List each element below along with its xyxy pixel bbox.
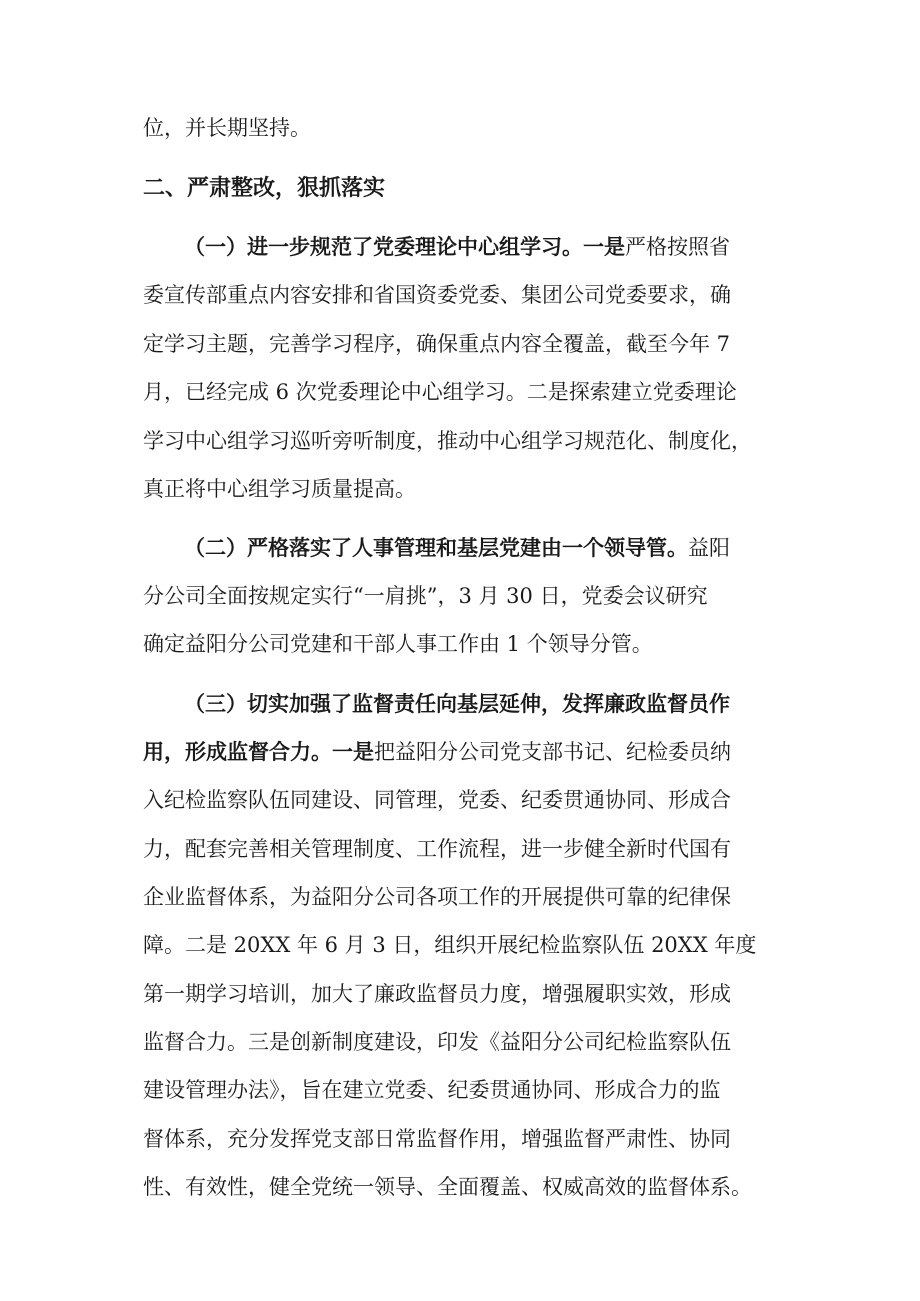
line-text: 确定益阳分公司党建和干部人事工作由 1 个领导分管。	[143, 632, 653, 656]
line-text: 把益阳分公司党支部书记、纪检委员纳	[374, 740, 731, 764]
line-text: 监督合力。三是创新制度建设，印发《益阳分公司纪检监察队伍	[143, 1030, 731, 1054]
paragraph-1-line	[143, 330, 783, 358]
paragraph-1-line	[184, 233, 784, 261]
line-text: 益阳	[688, 536, 730, 560]
paragraph-1-line	[143, 427, 783, 455]
line-text: 企业监督体系，为益阳分公司各项工作的开展提供可靠的纪律保	[143, 885, 731, 909]
subheading-1: （一）进一步规范了党委理论中心组学习。一是	[184, 234, 625, 259]
paragraph-2-line	[184, 534, 784, 562]
paragraph-3-line	[143, 980, 783, 1008]
paragraph-3-line	[143, 1125, 783, 1153]
paragraph-3-line	[143, 1028, 783, 1056]
line-text: 真正将中心组学习质量提高。	[143, 477, 416, 501]
line-text: 定学习主题，完善学习程序，确保重点内容全覆盖，截至今年 7	[143, 332, 731, 356]
line-text: 督体系，充分发挥党支部日常监督作用，增强监督严肃性、协同	[143, 1127, 731, 1151]
paragraph-3-line	[143, 1173, 783, 1201]
paragraph-3-line	[143, 835, 783, 863]
paragraph-3-line	[143, 1076, 783, 1104]
line-text: 位，并长期坚持。	[143, 116, 311, 140]
paragraph-3-line	[143, 931, 783, 959]
text-line	[143, 114, 783, 142]
line-text: 月，已经完成 6 次党委理论中心组学习。二是探索建立党委理论	[143, 380, 737, 404]
paragraph-1-line	[143, 378, 783, 406]
line-text: 委宣传部重点内容安排和省国资委党委、集团公司党委要求，确	[143, 283, 731, 307]
paragraph-2-line	[143, 582, 783, 610]
line-text: 建设管理办法》，旨在建立党委、纪委贯通协同、形成合力的监	[143, 1078, 721, 1102]
subheading-3-cont: 用，形成监督合力。一是	[143, 739, 374, 764]
paragraph-1-line	[143, 475, 783, 503]
line-text: 入纪检监察队伍同建设、同管理，党委、纪委贯通协同、形成合	[143, 788, 731, 812]
line-text: 障。二是 20XX 年 6 月 3 日，组织开展纪检监察队伍 20XX 年度	[143, 933, 757, 957]
line-text: 力，配套完善相关管理制度、工作流程，进一步健全新时代国有	[143, 837, 731, 861]
paragraph-2-line	[143, 630, 783, 658]
subheading-2: （二）严格落实了人事管理和基层党建由一个领导管。	[184, 535, 688, 560]
line-text: 严格按照省	[625, 235, 730, 259]
line-text: 第一期学习培训，加大了廉政监督员力度，增强履职实效，形成	[143, 982, 731, 1006]
paragraph-3-line	[143, 738, 783, 766]
line-text: 学习中心组学习巡听旁听制度，推动中心组学习规范化、制度化，	[143, 429, 752, 453]
subheading-3: （三）切实加强了监督责任向基层延伸，发挥廉政监督员作	[184, 691, 730, 716]
paragraph-3-line	[143, 883, 783, 911]
line-text: 性、有效性，健全党统一领导、全面覆盖、权威高效的监督体系。	[143, 1175, 752, 1199]
paragraph-3-line	[143, 786, 783, 814]
line-text: 分公司全面按规定实行“一肩挑”，3 月 30 日，党委会议研究	[143, 584, 708, 608]
paragraph-3-line	[184, 690, 784, 718]
paragraph-1-line	[143, 281, 783, 309]
heading-text: 二、严肃整改，狠抓落实	[143, 175, 386, 201]
section-heading	[143, 174, 783, 202]
